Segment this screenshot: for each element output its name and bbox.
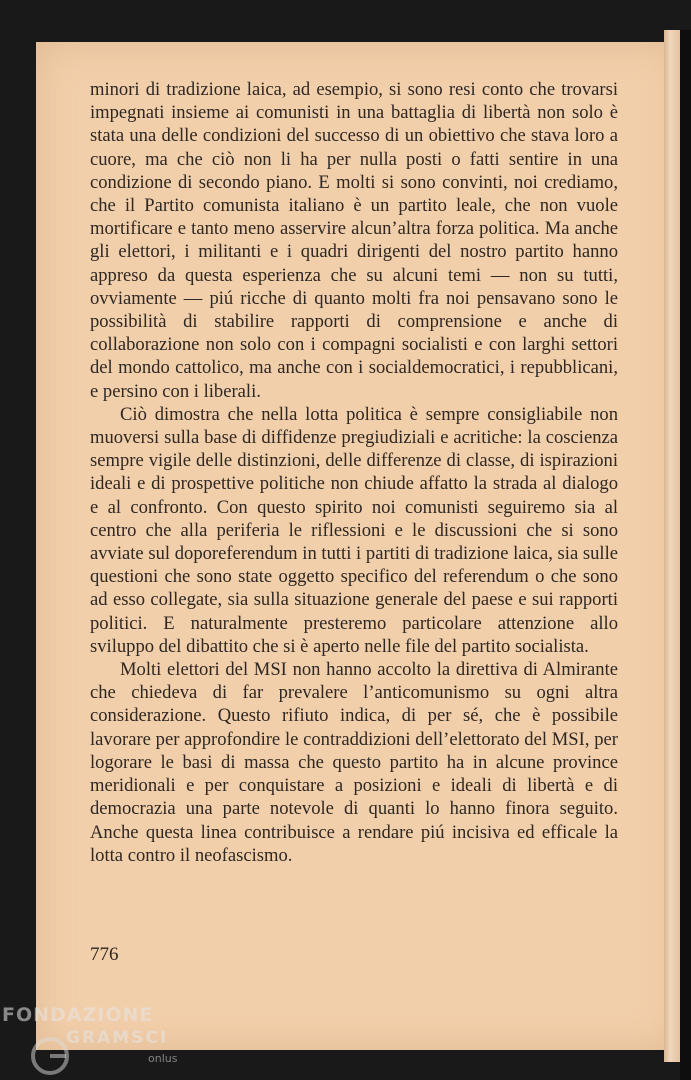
paragraph-1: minori di tradizione laica, ad esempio, si sono resi conto che trovarsi impegnati insieme ai comunisti in una battaglia di libertà non solo è stata una delle condizioni del successo di un obiettivo che stava loro a cuore, ma che ciò non li ha per nulla posti o fatti sentire in una condizione di secondo piano. E molti si sono convinti, noi crediamo, che il Partito comunista italiano è un partito leale, che non vuole mortificare e tanto meno asservire alcun’altra forza politica. Ma anche gli elettori, i militanti e i quadri dirigenti del nostro partito hanno appreso da questa esperienza che su alcuni temi — non su tutti, ovviamente — piú ricche di quanto molti fra noi pensavano sono le possibilità di stabilire rapporti di comprensione e anche di collaborazione non solo con i compagni socialisti e con larghi settori del mondo cattolico, ma anche con i socialdemocratici, i repubblicani, e persino con i liberali. bbox=[90, 79, 618, 402]
paragraph-2: Ciò dimostra che nella lotta politica è sempre consigliabile non muoversi sulla base di diffidenze pregiudiziali e acritiche: la coscienza sempre vigile delle distinzioni, delle differenze di classe, di ispirazioni ideali e di prospettive politiche non chiude affatto la strada al dialogo e al confronto. Con questo spirito noi comunisti seguiremo sia al centro che alla periferia le riflessioni e le discussioni che si sono avviate sul doporeferendum in tutti i partiti di tradizione laica, sia sulle questioni che sono state oggetto specifico del referendum o che sono ad esso collegate, sia sulla situazione generale del paese e sui rapporti politici. E naturalmente presteremo particolare attenzione allo sviluppo del dibattito che si è aperto nelle file del partito socialista. bbox=[90, 403, 618, 657]
paragraph-3: Molti elettori del MSI non hanno accolto la direttiva di Almirante che chiedeva di far prevalere l’anticomunismo su ogni altra considerazione. Questo rifiuto indica, di per sé, che è possibile lavorare per approfondire le contraddizioni dell’elettorato del MSI, per logorare le basi di massa che questo partito ha in alcune province meridionali e per conquistare a posizioni e ideali di libertà e di democrazia una parte notevole di quanti lo hanno finora seguito. Anche questa linea contribuisce a rendare piú incisiva ed efficale la lotta contro il neofascismo. bbox=[90, 659, 618, 866]
watermark-line-2: GRAMSCI bbox=[66, 1028, 169, 1048]
watermark bbox=[2, 1004, 192, 1074]
page-edge bbox=[664, 30, 680, 1062]
watermark-line-1: FONDAZIONE bbox=[2, 1004, 154, 1026]
book-spine bbox=[680, 30, 691, 1080]
page-number: 776 bbox=[90, 944, 119, 965]
watermark-line-3: onlus bbox=[148, 1052, 178, 1065]
body-text bbox=[90, 78, 618, 867]
